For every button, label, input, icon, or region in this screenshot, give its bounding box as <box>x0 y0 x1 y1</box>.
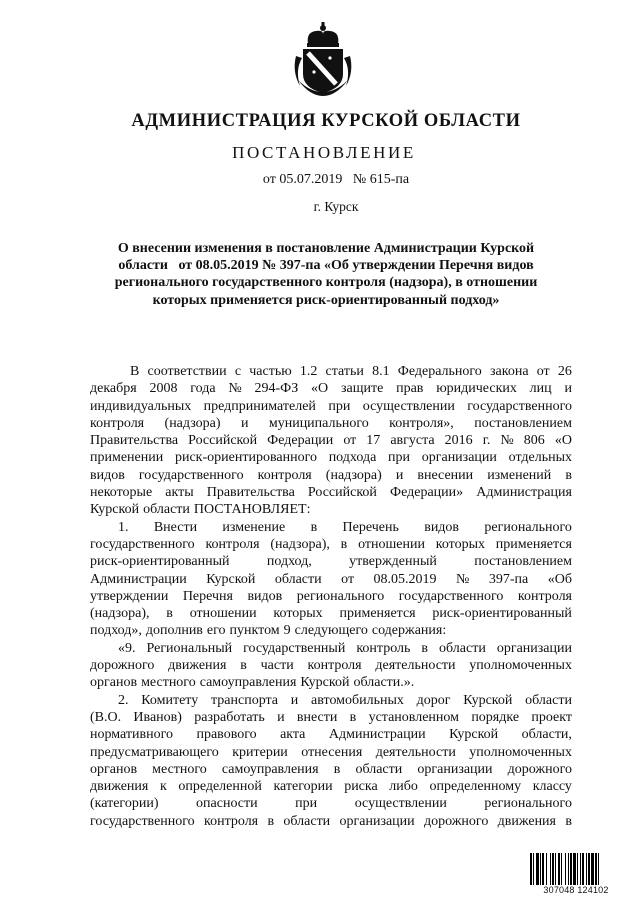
document-body <box>90 363 572 830</box>
word: в <box>349 709 357 725</box>
word: Российской <box>307 485 377 501</box>
word: контроля <box>257 467 312 483</box>
word: дорожного <box>90 658 155 674</box>
body-line <box>90 692 572 709</box>
word: Иванов) <box>133 709 182 725</box>
word: либо <box>389 779 418 795</box>
word: «О <box>554 433 572 449</box>
word: области <box>525 692 572 708</box>
word: некоторые <box>90 485 153 501</box>
word: № <box>500 433 514 449</box>
word: и <box>240 415 249 431</box>
word: Комитету <box>141 692 199 708</box>
word: применяется <box>339 606 416 622</box>
word: В <box>130 364 140 379</box>
body-line <box>90 726 572 743</box>
word: юридических <box>436 381 517 397</box>
title-line: которых применяется риск-ориентированный подход» <box>152 292 500 308</box>
word: 294-ФЗ <box>254 381 299 397</box>
word: Перечня <box>182 588 233 604</box>
word: которых <box>273 606 323 622</box>
word: (надзора), <box>90 606 150 622</box>
body-line <box>90 571 572 588</box>
word: контроля <box>517 588 572 604</box>
word: утвержденный <box>349 554 437 570</box>
word: 2. <box>118 692 129 708</box>
word: организации <box>339 813 415 829</box>
word: (надзора) <box>164 415 221 431</box>
word: 806 <box>523 433 545 449</box>
word: отдельных <box>508 450 572 466</box>
word: при <box>295 796 318 812</box>
word: в <box>310 519 318 535</box>
word: ПОСТАНОВЛЯЕТ: <box>193 502 311 518</box>
barcode-number: 307048 124102 <box>543 885 609 895</box>
body-line <box>90 622 572 639</box>
word: движения <box>497 813 556 829</box>
word: регионального <box>296 588 385 604</box>
word: государственного <box>138 467 244 483</box>
body-line <box>90 744 572 761</box>
word: дополнив <box>145 623 203 639</box>
word: государственного <box>467 398 572 414</box>
body-line <box>90 363 572 380</box>
word: риск-ориентированный <box>90 554 230 570</box>
word: местного <box>141 675 196 691</box>
word: Федерации» <box>390 485 464 501</box>
word: контроля <box>204 813 259 829</box>
word: (надзора) <box>325 467 382 483</box>
word: организации <box>421 450 497 466</box>
word: дорог <box>416 692 451 708</box>
word: от <box>536 364 550 379</box>
word: в <box>240 658 247 674</box>
word: и <box>395 467 404 483</box>
word: предусматривающего <box>90 744 219 760</box>
word: № <box>456 571 470 587</box>
word: и <box>277 709 285 725</box>
word: подход», <box>90 623 142 639</box>
word: Правительства <box>206 485 295 501</box>
word: от <box>343 433 357 449</box>
word: в <box>267 813 275 829</box>
word: Администрации <box>90 571 187 587</box>
word: в <box>565 813 572 829</box>
word: к <box>159 779 167 795</box>
word: контроль <box>356 640 411 656</box>
body-line <box>90 761 572 778</box>
word: «Об <box>547 571 572 587</box>
word: государственный <box>243 640 346 656</box>
word: № <box>228 381 242 397</box>
word: уполномоченных <box>469 658 572 674</box>
word: Российской <box>188 433 258 449</box>
word: изменение <box>222 519 286 535</box>
word: при <box>388 450 411 466</box>
word: применяется <box>495 536 572 552</box>
word: органов <box>90 675 138 691</box>
word: 1. <box>118 519 129 535</box>
word: «9. <box>118 640 136 656</box>
word: его <box>206 623 226 639</box>
body-line <box>90 605 572 622</box>
word: порядке <box>471 709 520 725</box>
body-line <box>90 640 572 657</box>
word: контроля <box>307 658 362 674</box>
word: 17 <box>366 433 381 449</box>
barcode <box>530 853 622 895</box>
word: отношении <box>358 536 425 552</box>
title-line: регионального государственного контроля (надзора), в отношении <box>114 275 538 291</box>
barcode-bars <box>530 853 622 885</box>
word: дорожного <box>507 761 572 777</box>
word: индивидуальных <box>90 398 192 414</box>
word: 9 <box>283 623 291 639</box>
body-line <box>90 415 572 432</box>
word: контроля <box>90 415 145 431</box>
word: года <box>190 381 216 397</box>
word: изменений <box>487 467 552 483</box>
word: государственного <box>90 813 195 829</box>
word: области <box>274 571 322 587</box>
word: Федерации <box>267 433 334 449</box>
word: постановлением <box>474 554 572 570</box>
word: правового <box>196 727 257 743</box>
word: транспорта <box>211 692 279 708</box>
word: от <box>341 571 355 587</box>
word: Региональный <box>146 640 233 656</box>
body-line <box>90 519 572 536</box>
word: части <box>260 658 294 674</box>
word: дорожного <box>423 813 489 829</box>
word: 2008 <box>149 381 178 397</box>
word: области <box>283 813 331 829</box>
body-line <box>90 398 572 415</box>
word: подхода <box>328 450 377 466</box>
word: Перечень <box>342 519 399 535</box>
word: организации <box>417 761 493 777</box>
word: осуществлении <box>354 796 447 812</box>
word: классу <box>532 779 572 795</box>
word: подход, <box>266 554 312 570</box>
word: осуществлении <box>362 398 455 414</box>
word: муниципального <box>268 415 369 431</box>
word: разработать <box>194 709 265 725</box>
body-line <box>90 657 572 674</box>
word: государственного <box>90 536 195 552</box>
word: 8.1 <box>372 364 390 379</box>
word: в <box>565 467 572 483</box>
word: постановлением <box>474 415 572 431</box>
word: установленном <box>368 709 460 725</box>
word: следующего <box>294 623 368 639</box>
word: 397-па <box>488 571 529 587</box>
word: Администрации <box>328 727 426 743</box>
word: Внести <box>153 519 198 535</box>
word: органов <box>90 761 138 777</box>
word: (категории) <box>90 796 159 812</box>
body-line <box>90 380 572 397</box>
word: и <box>290 692 299 708</box>
word: нормативного <box>90 727 174 743</box>
word: внесении <box>417 467 474 483</box>
word: государственного <box>398 588 504 604</box>
body-line <box>90 553 572 570</box>
organization-name: АДМИНИСТРАЦИЯ КУРСКОЙ ОБЛАСТИ <box>131 111 521 131</box>
body-line <box>90 449 572 466</box>
word: Курской <box>90 502 140 518</box>
body-line <box>90 795 572 812</box>
word: г. <box>482 433 491 449</box>
document-type: ПОСТАНОВЛЕНИЕ <box>232 143 416 162</box>
word: которых <box>435 536 485 552</box>
word: Курской <box>206 571 256 587</box>
word: в <box>421 640 429 656</box>
body-line <box>90 432 572 449</box>
word: частью <box>249 364 292 379</box>
word: регионального <box>484 796 572 812</box>
word: (надзора), <box>270 536 330 552</box>
word: «О <box>311 381 329 397</box>
word: контроля <box>205 536 260 552</box>
word: акта <box>280 727 306 743</box>
word: защите <box>340 381 384 397</box>
word: опасности <box>196 796 258 812</box>
word: контроля», <box>389 415 454 431</box>
word: 08.05.2019 <box>373 571 437 587</box>
body-line <box>90 674 572 691</box>
word: области <box>355 761 403 777</box>
word: в <box>333 761 341 777</box>
title-line: О внесении изменения в постановление Администрации Курской <box>117 241 535 256</box>
word: Правительства <box>90 433 179 449</box>
word: декабря <box>90 381 137 397</box>
word: отношении <box>189 606 257 622</box>
body-line <box>90 588 572 605</box>
word: 2016 <box>444 433 473 449</box>
word: движения <box>168 658 227 674</box>
word: области.». <box>353 675 415 691</box>
word: проект <box>531 709 572 725</box>
body-line <box>90 778 572 795</box>
word: предпринимателей <box>203 398 316 414</box>
word: прав <box>396 381 424 397</box>
word: категории <box>273 779 333 795</box>
word: в <box>166 606 173 622</box>
word: лиц <box>529 381 552 397</box>
word: самоуправления <box>221 761 319 777</box>
date-and-number: от 05.07.2019 № 615-па <box>262 172 410 187</box>
word: августа <box>390 433 435 449</box>
word: содержания: <box>371 623 447 639</box>
word: деятельности <box>375 658 456 674</box>
word: 1.2 <box>299 364 318 379</box>
word: области <box>143 502 190 518</box>
word: организации <box>496 640 572 656</box>
word: акты <box>165 485 194 501</box>
word: регионального <box>484 519 572 535</box>
word: в <box>340 536 348 552</box>
document-title <box>86 240 566 309</box>
word: деятельности <box>375 744 456 760</box>
title-line: области от 08.05.2019 № 397-па «Об утверждении Перечня видов <box>118 258 534 274</box>
word: местного <box>152 761 207 777</box>
word: уполномоченных <box>469 744 572 760</box>
word: Курской <box>463 692 513 708</box>
word: отнесения <box>301 744 363 760</box>
word: самоуправления <box>199 675 297 691</box>
word: Курской <box>449 727 499 743</box>
word: риска <box>344 779 378 795</box>
body-line <box>90 536 572 553</box>
body-line <box>90 467 572 484</box>
word: риск-ориентированного <box>174 450 317 466</box>
word: области <box>439 640 486 656</box>
word: 26 <box>557 364 572 379</box>
word: автомобильных <box>311 692 404 708</box>
word: при <box>328 398 351 414</box>
word: Федерального <box>397 364 482 379</box>
city: г. Курск <box>313 199 359 214</box>
word: пунктом <box>229 623 280 639</box>
word: видов <box>247 588 283 604</box>
word: применении <box>90 450 164 466</box>
word: области, <box>521 727 572 743</box>
word: закона <box>490 364 529 379</box>
body-line <box>90 484 572 501</box>
word: Курской <box>300 675 350 691</box>
word: Администрация <box>476 485 572 501</box>
word: определенному <box>429 779 522 795</box>
word: видов <box>424 519 460 535</box>
word: критерии <box>232 744 288 760</box>
word: риск-ориентированный <box>432 606 572 622</box>
word: (В.О. <box>90 709 122 725</box>
body-line <box>90 709 572 726</box>
word: статьи <box>325 364 364 379</box>
word: соответствии <box>147 364 227 379</box>
word: определенной <box>178 779 262 795</box>
word: и <box>564 381 572 397</box>
word: внести <box>296 709 338 725</box>
word: движения <box>90 779 149 795</box>
coat-of-arms-icon <box>292 22 354 98</box>
word: с <box>234 364 242 379</box>
word: видов <box>90 467 125 483</box>
word: утверждении <box>90 588 169 604</box>
body-line <box>90 501 572 518</box>
body-line <box>90 813 572 830</box>
